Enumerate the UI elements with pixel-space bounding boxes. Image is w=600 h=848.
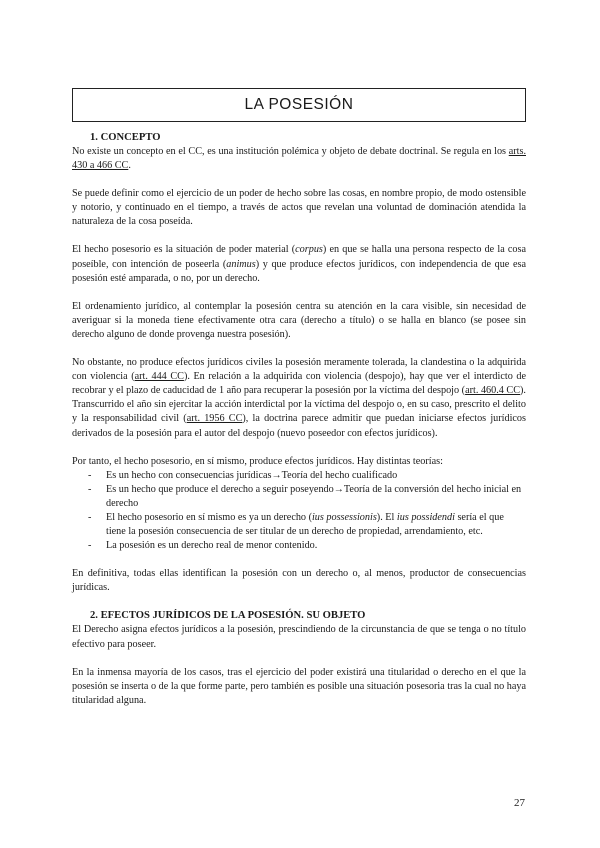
document-body bbox=[72, 131, 526, 708]
paragraph: Por tanto, el hecho posesorio, en sí mismo, produce efectos jurídicos. Hay distintas teorías: bbox=[72, 455, 443, 467]
paragraph: El Derecho asigna efectos jurídicos a la posesión, prescindiendo de la circunstancia de que se tenga o no título efectivo para poseer. bbox=[72, 624, 526, 650]
page-number: 27 bbox=[514, 797, 525, 809]
theories-list bbox=[72, 469, 526, 554]
section-2-heading: 2. EFECTOS JURÍDICOS DE LA POSESIÓN. SU OBJETO bbox=[90, 610, 366, 622]
article-link[interactable]: art. 444 CC bbox=[134, 371, 184, 383]
paragraph: Se puede definir como el ejercicio de un poder de hecho sobre las cosas, en nombre propio, de modo ostensible y notorio, y continuado en el tiempo, a través de actos que revelan una voluntad de dominación atendida la naturaleza de la cosa poseída. bbox=[72, 188, 526, 228]
paragraph: El hecho posesorio es la situación de poder material (corpus) en que se halla una persona respecto de la cosa poseíble, con intención de poseerla (animus) y que produce efectos jurídicos, con independencia de que esa posesión esté amparada, o no, por un derecho. bbox=[72, 244, 526, 284]
title-box bbox=[72, 88, 526, 122]
list-item: - Es un hecho con consecuencias jurídicas→Teoría del hecho cualificado bbox=[72, 469, 526, 483]
article-link[interactable]: art. 460.4 CC bbox=[465, 385, 521, 397]
page-title: LA POSESIÓN bbox=[244, 96, 354, 113]
paragraph: No existe un concepto en el CC, es una institución polémica y objeto de debate doctrinal. Se regula en los arts. 430 a 466 CC. bbox=[72, 146, 526, 172]
article-link[interactable]: art. 1956 CC bbox=[186, 413, 243, 425]
section-1-heading: 1. CONCEPTO bbox=[90, 132, 161, 143]
article-link[interactable]: arts. 430 a 466 CC bbox=[72, 146, 526, 172]
list-item: - El hecho posesorio en sí mismo es ya un derecho (ius possessionis). El ius possidendi sería el que tiene la posesión consecuencia de ser titular de un derecho de propiedad, arrendamiento, etc. bbox=[72, 511, 526, 539]
paragraph: El ordenamiento jurídico, al contemplar la posesión centra su atención en la cara visible, sin necesidad de averiguar si la moneda tiene efectivamente otra cara (derecho a título) o se halla en blanco (se posee sin derecho alguno de donde provenga nuestra posesión). bbox=[72, 300, 526, 340]
list-item: - Es un hecho que produce el derecho a seguir poseyendo→Teoría de la conversión del hecho inicial en derecho bbox=[72, 483, 526, 511]
paragraph: En la inmensa mayoría de los casos, tras el ejercicio del poder existirá una titularidad o derecho en el que la posesión se inserta o de la que forme parte, pero también es posible una situación posesoria tras la cual no haya titularidad alguna. bbox=[72, 666, 526, 706]
list-item: - La posesión es un derecho real de menor contenido. bbox=[72, 539, 526, 553]
paragraph: En definitiva, todas ellas identifican la posesión con un derecho o, al menos, productor de consecuencias jurídicas. bbox=[72, 568, 526, 594]
paragraph: No obstante, no produce efectos jurídicos civiles la posesión meramente tolerada, la clandestina o la adquirida con violencia (art. 444 CC). En relación a la adquirida con violencia (despojo), hay que ver el interdicto de recobrar y el plazo de caducidad de 1 año para recuperar la posesión por la víctima del despojo (art. 460.4 CC). Transcurrido el año sin ejercitar la acción interdictal por la víctima del despojo o, en su caso, prescrito el delito y la responsabilidad civil (art. 1956 CC), la doctrina parece admitir que puedan iniciarse efectos jurídicos derivados de la posesión para el autor del despojo (nuevo poseedor con efectos jurídicos). bbox=[72, 357, 526, 439]
